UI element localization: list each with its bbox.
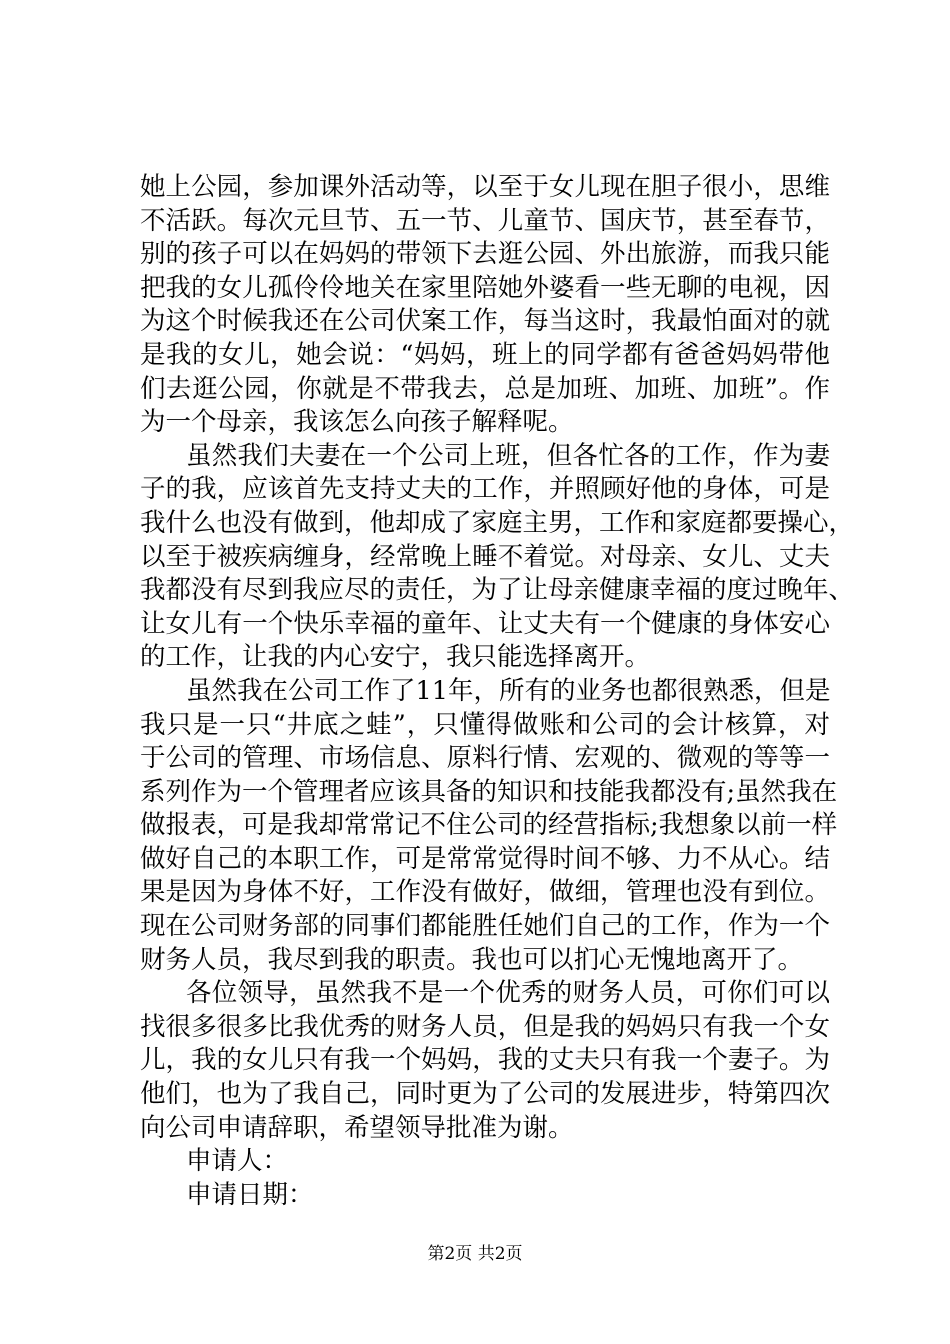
text-line: 我什么也没有做到，他却成了家庭主男，工作和家庭都要操心， [140,507,855,538]
signature-block [140,1145,830,1212]
text-line: 虽然我们夫妻在一个公司上班，但各忙各的工作，作为妻 [186,440,830,471]
page-number-footer: 第2页 共2页 [427,1244,523,1264]
text-line: 以至于被疾病缠身，经常晚上睡不着觉。对母亲、女儿、丈夫 [140,541,830,572]
text-line: 虽然我在公司工作了11年，所有的业务也都很熟悉，但是 [186,675,831,706]
paragraph-3 [140,675,838,977]
text-line: 他们，也为了我自己，同时更为了公司的发展进步，特第四次 [140,1079,830,1110]
text-line: 做好自己的本职工作，可是常常觉得时间不够、力不从心。结 [140,843,830,874]
text-line: 各位领导，虽然我不是一个优秀的财务人员，可你们可以 [186,978,830,1009]
paragraph-1 [140,171,830,440]
document-body [140,171,855,1212]
text-line: 们去逛公园，你就是不带我去，总是加班、加班、加班”。作 [140,373,830,404]
text-line: 系列作为一个管理者应该具备的知识和技能我都没有;虽然我在 [140,776,838,807]
text-line: 我只是一只“井底之蛙”，只懂得做账和公司的会计核算，对 [140,709,830,740]
text-line: 不活跃。每次元旦节、五一节、儿童节、国庆节，甚至春节， [140,205,830,236]
paragraph-4 [140,977,830,1145]
application-date-label: 申请日期： [186,1179,314,1210]
text-line: 是我的女儿，她会说：“妈妈，班上的同学都有爸爸妈妈带他 [140,339,830,370]
text-line: 找很多很多比我优秀的财务人员，但是我的妈妈只有我一个女 [140,1011,830,1042]
text-line: 把我的女儿孤伶伶地关在家里陪她外婆看一些无聊的电视，因 [140,272,830,303]
text-line: 为一个母亲，我该怎么向孩子解释呢。 [140,407,574,438]
text-line: 的工作，让我的内心安宁，我只能选择离开。 [140,642,651,673]
text-line: 让女儿有一个快乐幸福的童年、让丈夫有一个健康的身体安心 [140,608,830,639]
text-line: 儿，我的女儿只有我一个妈妈，我的丈夫只有我一个妻子。为 [140,1045,830,1076]
paragraph-2 [140,440,855,675]
text-line: 为这个时候我还在公司伏案工作，每当这时，我最怕面对的就 [140,306,830,337]
text-line: 现在公司财务部的同事们都能胜任她们自己的工作，作为一个 [140,911,830,942]
text-line: 果是因为身体不好，工作没有做好，做细，管理也没有到位。 [140,877,830,908]
text-line: 我都没有尽到我应尽的责任，为了让母亲健康幸福的度过晚年、 [140,575,855,606]
text-line: 向公司申请辞职，希望领导批准为谢。 [140,1112,574,1143]
text-line: 做报表，可是我却常常记不住公司的经营指标;我想象以前一样 [140,810,838,841]
text-line: 子的我，应该首先支持丈夫的工作，并照顾好他的身体，可是 [140,474,830,505]
text-line: 财务人员，我尽到我的职责。我也可以扪心无愧地离开了。 [140,944,804,975]
text-line: 于公司的管理、市场信息、原料行情、宏观的、微观的等等一 [140,743,830,774]
text-line: 别的孩子可以在妈妈的带领下去逛公园、外出旅游，而我只能 [140,239,830,270]
text-line: 她上公园，参加课外活动等，以至于女儿现在胆子很小，思维 [140,172,830,202]
applicant-label: 申请人： [186,1146,289,1177]
